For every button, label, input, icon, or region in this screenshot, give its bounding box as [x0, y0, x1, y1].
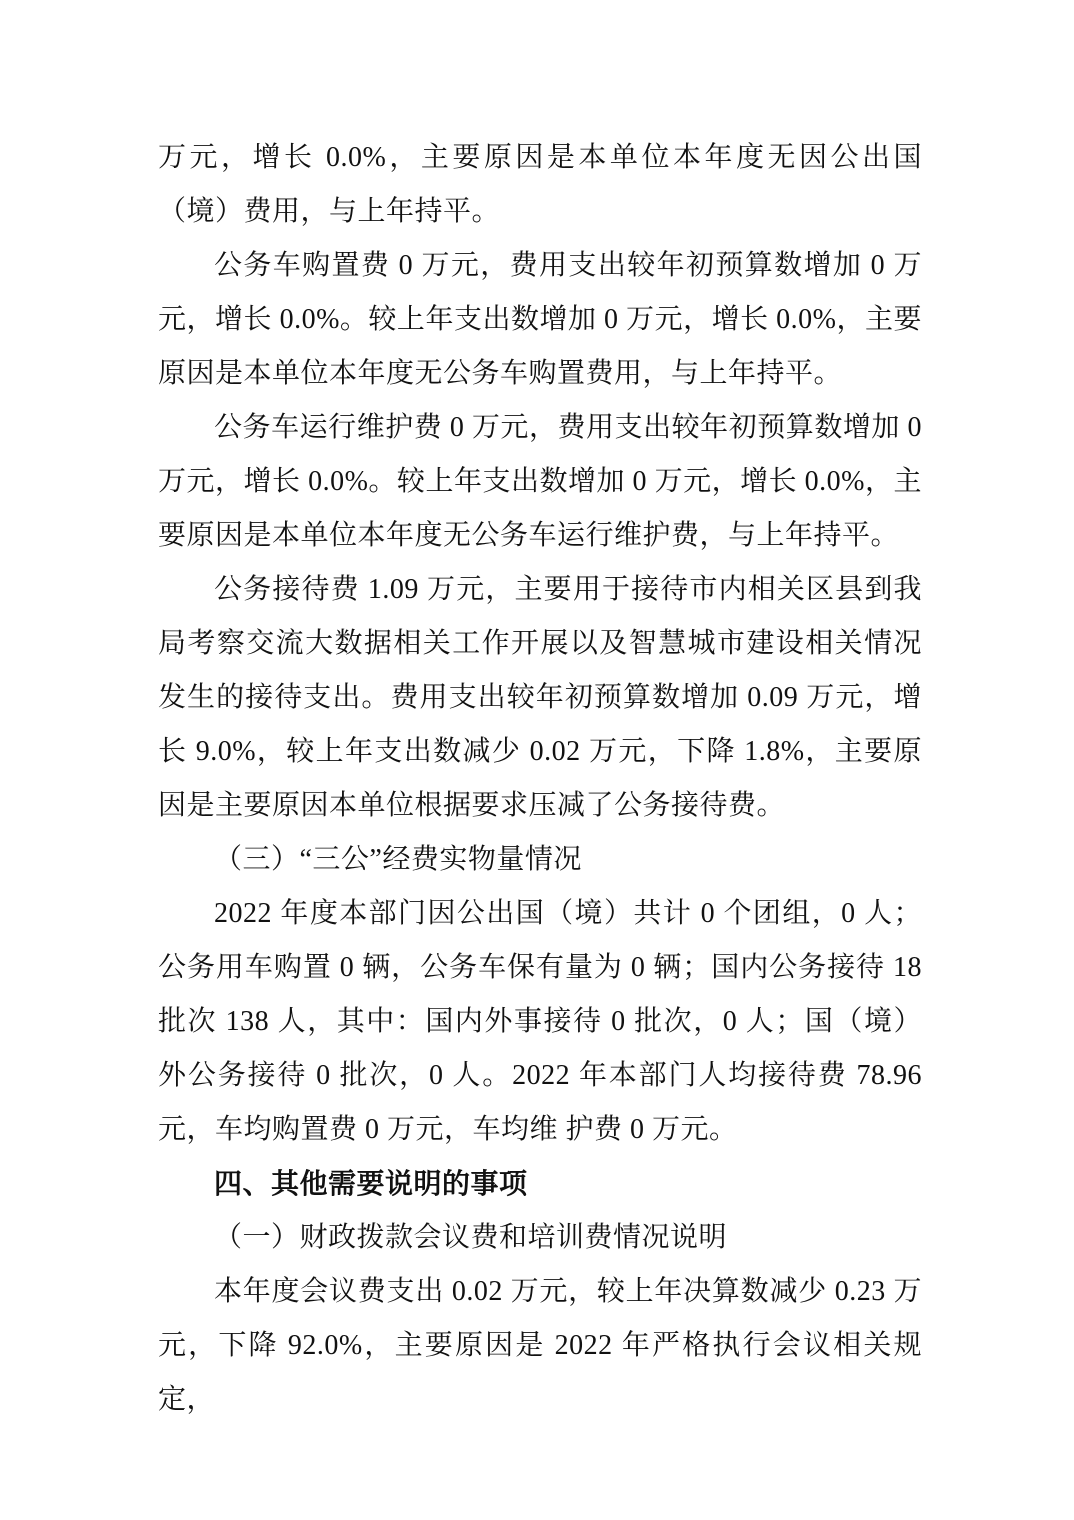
- paragraph-meeting-fee-details: 本年度会议费支出 0.02 万元，较上年决算数减少 0.23 万元，下降 92.0%，主要原因是 2022 年严格执行会议相关规定，: [158, 1276, 922, 1415]
- subsection-heading-three-public-physical-quantity: （三）“三公”经费实物量情况: [214, 844, 582, 875]
- paragraph-official-reception-expense: 公务接待费 1.09 万元，主要用于接待市内相关区县到我局考察交流大数据相关工作开展以及智慧城市建设相关情况发生的接待支出。费用支出较年初预算数增加 0.09 万元，增长 9.0%，较上年支出数减少 0.02 万元，下降 1.8%，主要原因是主要原因本单位根据要求压减了公务接待费。: [158, 574, 922, 821]
- subsection-heading-meeting-training-fees: （一）财政拨款会议费和培训费情况说明: [214, 1222, 728, 1253]
- section-heading-other-matters: 四、其他需要说明的事项: [214, 1168, 528, 1199]
- document-text-block: [158, 131, 922, 1427]
- paragraph-vehicle-maintenance-expense: 公务车运行维护费 0 万元，费用支出较年初预算数增加 0 万元，增长 0.0%。较上年支出数增加 0 万元，增长 0.0%，主要原因是本单位本年度无公务车运行维护费，与上年持平。: [158, 412, 922, 551]
- paragraph-physical-quantity-details: 2022 年度本部门因公出国（境）共计 0 个团组，0 人；公务用车购置 0 辆，公务车保有量为 0 辆；国内公务接待 18 批次 138 人，其中：国内外事接待 0 批次，0 人；国（境）外公务接待 0 批次，0 人。2022 年本部门人均接待费 78.96 元，车均购置费 0 万元，车均维 护费 0 万元。: [158, 898, 922, 1145]
- paragraph-continuation-abroad-expense: 万元，增长 0.0%，主要原因是本单位本年度无因公出国（境）费用，与上年持平。: [158, 142, 922, 227]
- paragraph-vehicle-purchase-expense: 公务车购置费 0 万元，费用支出较年初预算数增加 0 万元，增长 0.0%。较上年支出数增加 0 万元，增长 0.0%，主要原因是本单位本年度无公务车购置费用，与上年持平。: [158, 250, 922, 389]
